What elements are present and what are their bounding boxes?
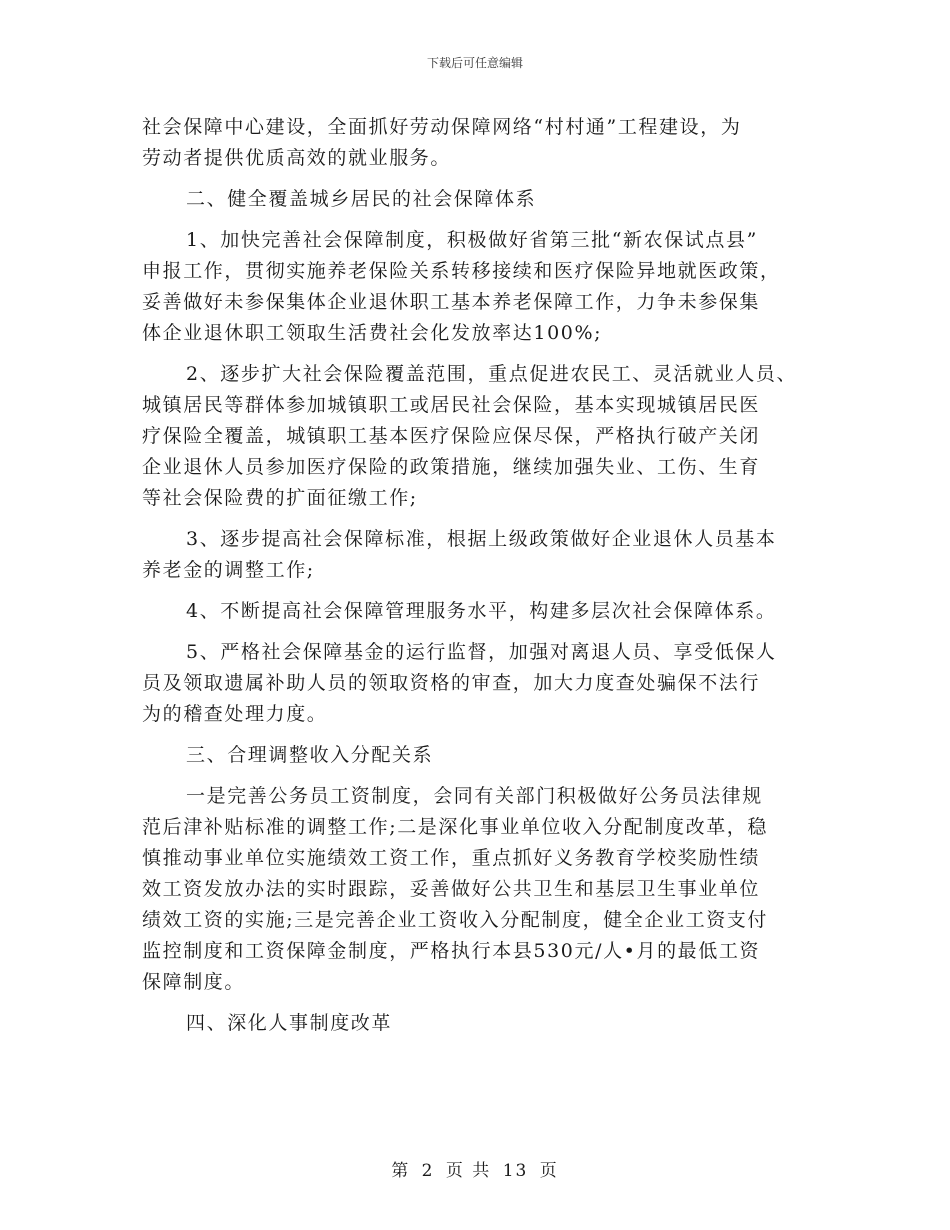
text-line: 4、不断提高社会保障管理服务水平，构建多层次社会保障体系。 <box>186 600 777 622</box>
text-line: 2、逐步扩大社会保险覆盖范围，重点促进农民工、灵活就业人员、 <box>186 363 798 385</box>
text-line: 1、加快完善社会保障制度，积极做好省第三批“新农保试点县” <box>186 229 758 251</box>
text-line: 体企业退休职工领取生活费社会化发放率达100%; <box>142 322 603 344</box>
line-gap <box>142 514 832 524</box>
text-line: 效工资发放办法的实时跟踪，妥善做好公共卫生和基层卫生事业单位 <box>142 878 761 900</box>
text-line: 绩效工资的实施;三是完善企业工资收入分配制度，健全企业工资支付 <box>142 909 769 931</box>
text-line: 三、合理调整收入分配关系 <box>186 744 434 766</box>
text-line: 企业退休人员参加医疗保险的政策措施，继续加强失业、工伤、生育 <box>142 456 761 478</box>
text-line: 妥善做好未参保集体企业退休职工基本养老保障工作，力争未参保集 <box>142 291 761 313</box>
text-line: 慎推动事业单位实施绩效工资工作，重点抓好义务教育学校奖励性绩 <box>142 847 761 869</box>
text-line: 四、深化人事制度改革 <box>186 1012 393 1034</box>
line-gap <box>142 730 832 740</box>
text-line: 等社会保险费的扩面征缴工作; <box>142 487 418 509</box>
text-line: 二、健全覆盖城乡居民的社会保障体系 <box>186 188 537 210</box>
text-line: 城镇居民等群体参加城镇职工或居民社会保险，基本实现城镇居民医 <box>142 394 761 416</box>
text-line: 疗保险全覆盖，城镇职工基本医疗保险应保尽保，严格执行破产关闭 <box>142 425 761 447</box>
footer-middle: 页 共 <box>445 1161 492 1181</box>
footer-page-number: 2 <box>421 1161 435 1181</box>
line-gap <box>142 998 832 1008</box>
document-body <box>142 112 832 1039</box>
line-gap <box>142 349 832 359</box>
footer-suffix: 页 <box>539 1161 559 1181</box>
line-gap <box>142 174 832 184</box>
text-line: 养老金的调整工作; <box>142 559 315 581</box>
text-line: 社会保障中心建设，全面抓好劳动保障网络“村村通”工程建设，为 <box>142 116 742 138</box>
line-gap <box>142 627 832 637</box>
text-line: 一是完善公务员工资制度，会同有关部门积极做好公务员法律规 <box>186 785 763 807</box>
line-gap <box>142 215 832 225</box>
footer-total-pages: 13 <box>502 1161 529 1181</box>
text-line: 员及领取遗属补助人员的领取资格的审查，加大力度查处骗保不法行 <box>142 672 761 694</box>
text-line: 为的稽查处理力度。 <box>142 703 328 725</box>
text-line: 5、严格社会保障基金的运行监督，加强对离退人员、享受低保人 <box>186 641 777 663</box>
page-footer <box>0 1156 950 1181</box>
text-line: 劳动者提供优质高效的就业服务。 <box>142 147 452 169</box>
text-line: 申报工作，贯彻实施养老保险关系转移接续和医疗保险异地就医政策， <box>142 260 781 282</box>
text-line: 保障制度。 <box>142 971 246 993</box>
footer-prefix: 第 <box>391 1161 411 1181</box>
page-header: 下载后可任意编辑 <box>426 56 523 70</box>
line-gap <box>142 586 832 596</box>
text-line: 范后津补贴标准的调整工作;二是深化事业单位收入分配制度改革，稳 <box>142 816 769 838</box>
text-line: 3、逐步提高社会保障标准，根据上级政策做好企业退休人员基本 <box>186 528 777 550</box>
text-line: 监控制度和工资保障金制度，严格执行本县530元/人•月的最低工资 <box>142 940 761 962</box>
line-gap <box>142 771 832 781</box>
